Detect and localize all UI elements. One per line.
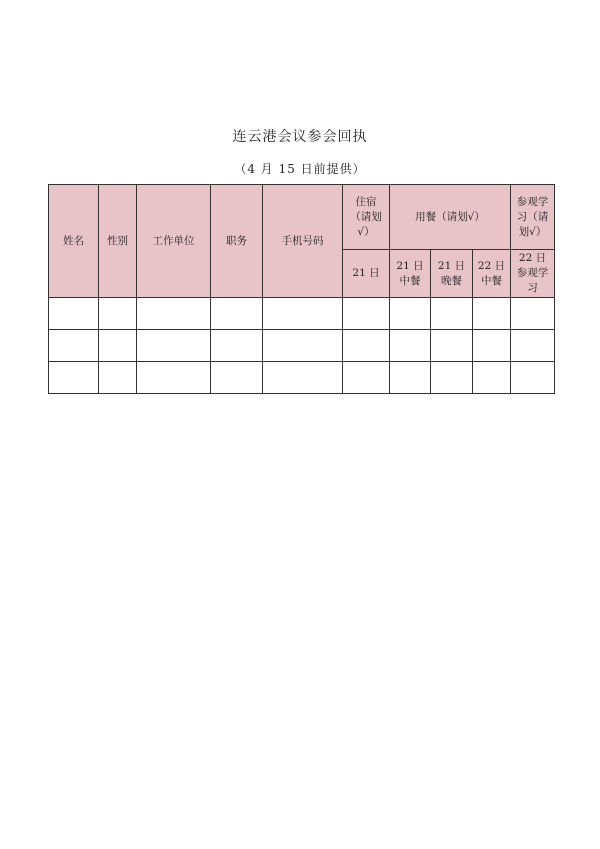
lodging-21-cell[interactable] [343,362,390,394]
position-cell[interactable] [211,330,263,362]
header-visit: 参观学习（请划√） [511,185,555,250]
table-row [49,330,555,362]
header-phone: 手机号码 [263,185,343,298]
subheader-dinner-21: 21 日晚餐 [431,250,473,298]
header-workplace: 工作单位 [137,185,211,298]
gender-cell[interactable] [99,362,137,394]
lunch-21-cell[interactable] [390,330,431,362]
gender-cell[interactable] [99,330,137,362]
visit-22-cell[interactable] [511,298,555,330]
header-lodging: 住宿（请划√） [343,185,390,250]
subheader-lunch-21: 21 日中餐 [390,250,431,298]
header-name: 姓名 [49,185,99,298]
visit-22-cell[interactable] [511,330,555,362]
lodging-21-cell[interactable] [343,330,390,362]
header-gender: 性别 [99,185,137,298]
position-cell[interactable] [211,298,263,330]
form-subtitle: （4 月 15 日前提供） [234,162,366,176]
lunch-22-cell[interactable] [473,362,511,394]
phone-cell[interactable] [263,298,343,330]
phone-cell[interactable] [263,330,343,362]
lunch-22-cell[interactable] [473,330,511,362]
position-cell[interactable] [211,362,263,394]
form-title: 连云港会议参会回执 [232,129,368,145]
table-row [49,362,555,394]
header-meals: 用餐（请划√） [390,185,511,250]
subheader-visit-22: 22 日参观学习 [511,250,555,298]
lunch-21-cell[interactable] [390,298,431,330]
lodging-21-cell[interactable] [343,298,390,330]
workplace-cell[interactable] [137,362,211,394]
dinner-21-cell[interactable] [431,298,473,330]
name-cell[interactable] [49,298,99,330]
phone-cell[interactable] [263,362,343,394]
name-cell[interactable] [49,362,99,394]
workplace-cell[interactable] [137,330,211,362]
dinner-21-cell[interactable] [431,362,473,394]
gender-cell[interactable] [99,298,137,330]
lunch-22-cell[interactable] [473,298,511,330]
dinner-21-cell[interactable] [431,330,473,362]
workplace-cell[interactable] [137,298,211,330]
registration-table [48,184,555,394]
visit-22-cell[interactable] [511,362,555,394]
subheader-lodging-21: 21 日 [343,250,390,298]
header-position: 职务 [211,185,263,298]
lunch-21-cell[interactable] [390,362,431,394]
subheader-lunch-22: 22 日中餐 [473,250,511,298]
name-cell[interactable] [49,330,99,362]
table-row [49,298,555,330]
